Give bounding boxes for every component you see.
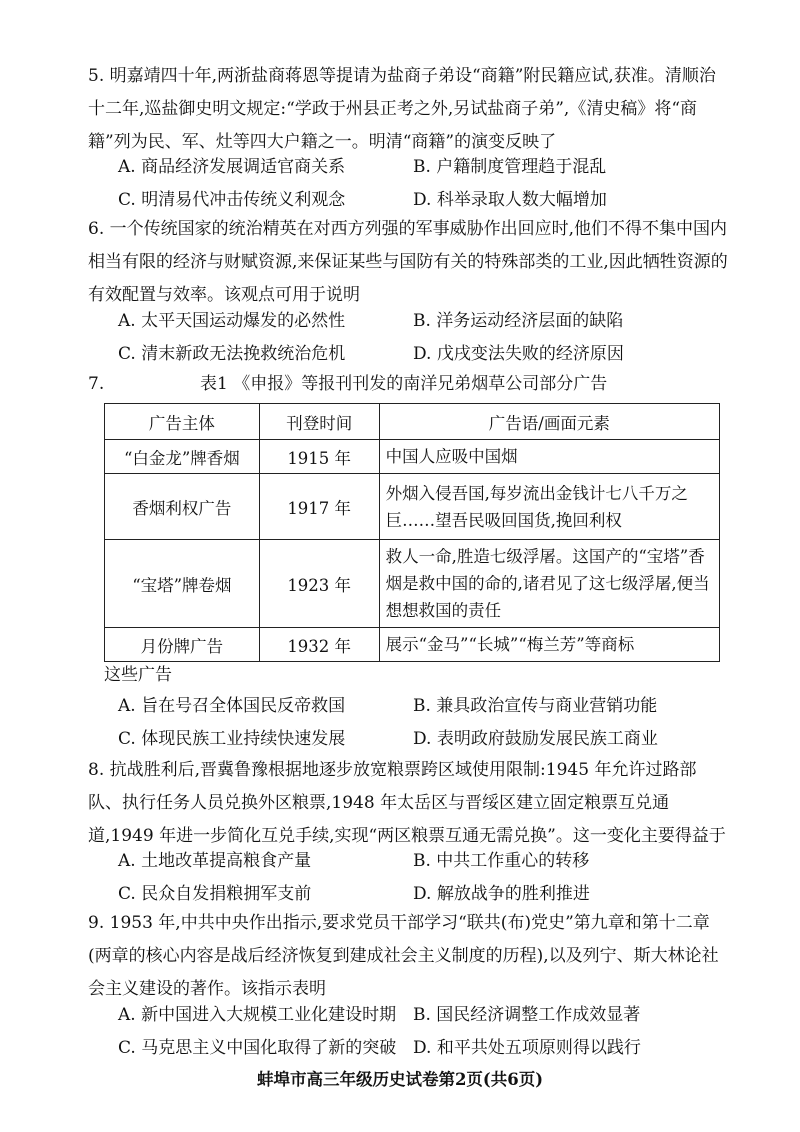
question-stem: 明嘉靖四十年,两浙盐商蒋恩等提请为盐商子弟设“商籍”附民籍应试,获准。清顺治十二年,巡盐御史明文规定:“学政于州县正考之外,另试盐商子弟”,《清史稿》将“商籍”列为民、军、灶等四大户籍之一。明清“商籍”的演变反映了 xyxy=(88,66,716,152)
question-7-tail: 这些广告 xyxy=(104,665,172,685)
table-row xyxy=(105,440,720,474)
question-number: 8. xyxy=(88,760,105,780)
question-8-options xyxy=(118,845,738,911)
option-a: A. 旨在号召全体国民反帝救国 xyxy=(118,696,346,716)
page-footer: 蚌埠市高三年级历史试卷第2页(共6页) xyxy=(256,1070,544,1089)
question-number: 6. xyxy=(88,219,105,239)
option-b: B. 户籍制度管理趋于混乱 xyxy=(413,157,607,177)
cell-time: 1915 年 xyxy=(259,440,379,474)
option-c: C. 清末新政无法挽救统治危机 xyxy=(118,344,346,364)
question-stem: 一个传统国家的统治精英在对西方列强的军事威胁作出回应时,他们不得不集中国内相当有限的经济与财赋资源,来保证某些与国防有关的特殊部类的工业,因此牺牲资源的有效配置与效率。该观点可用于说明 xyxy=(88,219,728,305)
question-6 xyxy=(88,213,728,312)
option-a: A. 新中国进入大规模工业化建设时期 xyxy=(118,1005,397,1025)
cell-text: 外烟入侵吾国,每岁流出金钱计七八千万之巨……望吾民吸回国货,挽回利权 xyxy=(379,474,719,540)
option-c: C. 体现民族工业持续快速发展 xyxy=(118,729,346,749)
cell-time: 1917 年 xyxy=(259,474,379,540)
option-c: C. 民众自发捐粮拥军支前 xyxy=(118,884,312,904)
advertisement-table xyxy=(104,403,720,662)
table-row xyxy=(105,474,720,540)
table-row xyxy=(105,540,720,628)
option-c: C. 明清易代冲击传统义利观念 xyxy=(118,190,346,210)
cell-time: 1932 年 xyxy=(259,628,379,662)
table-header-row xyxy=(105,404,720,440)
cell-subject: 月份牌广告 xyxy=(105,628,260,662)
option-d: D. 戊戌变法失败的经济原因 xyxy=(413,344,624,364)
question-7-options xyxy=(118,690,738,756)
question-number: 9. xyxy=(88,913,105,933)
question-6-options xyxy=(118,305,738,371)
question-number: 7. xyxy=(88,374,105,394)
question-stem: 抗战胜利后,晋冀鲁豫根据地逐步放宽粮票跨区域使用限制:1945 年允许过路部队、执行任务人员兑换外区粮票,1948 年太岳区与晋绥区建立固定粮票互兑通道,1949 年进一步简化互兑手续,实现“两区粮票互通无需兑换”。这一变化主要得益于 xyxy=(88,760,726,846)
option-b: B. 国民经济调整工作成效显著 xyxy=(413,1005,641,1025)
question-9-options xyxy=(118,999,738,1065)
question-number: 5. xyxy=(88,66,105,86)
option-b: B. 中共工作重心的转移 xyxy=(413,851,590,871)
question-stem: 1953 年,中共中央作出指示,要求党员干部学习“联共(布)党史”第九章和第十二章(两章的核心内容是战后经济恢复到建成社会主义制度的历程),以及列宁、斯大林论社会主义建设的著作。该指示表明 xyxy=(88,913,719,999)
option-a: A. 土地改革提高粮食产量 xyxy=(118,851,312,871)
header-text: 广告语/画面元素 xyxy=(379,404,719,440)
cell-subject: “宝塔”牌卷烟 xyxy=(105,540,260,628)
question-8 xyxy=(88,754,728,853)
cell-subject: 香烟利权广告 xyxy=(105,474,260,540)
header-time: 刊登时间 xyxy=(259,404,379,440)
option-d: D. 和平共处五项原则得以践行 xyxy=(413,1038,641,1058)
option-d: D. 表明政府鼓励发展民族工商业 xyxy=(413,729,658,749)
cell-subject: “白金龙”牌香烟 xyxy=(105,440,260,474)
option-a: A. 太平天国运动爆发的必然性 xyxy=(118,311,346,331)
question-5-options xyxy=(118,151,738,217)
table-caption: 表1 《申报》等报刊刊发的南洋兄弟烟草公司部分广告 xyxy=(200,374,608,394)
question-5 xyxy=(88,60,728,159)
cell-text: 展示“金马”“长城”“梅兰芳”等商标 xyxy=(379,628,719,662)
question-9 xyxy=(88,907,728,1006)
option-d: D. 科举录取人数大幅增加 xyxy=(413,190,607,210)
option-a: A. 商品经济发展调适官商关系 xyxy=(118,157,346,177)
option-d: D. 解放战争的胜利推进 xyxy=(413,884,590,904)
option-b: B. 洋务运动经济层面的缺陷 xyxy=(413,311,624,331)
header-subject: 广告主体 xyxy=(105,404,260,440)
cell-text: 中国人应吸中国烟 xyxy=(379,440,719,474)
table-row xyxy=(105,628,720,662)
option-b: B. 兼具政治宣传与商业营销功能 xyxy=(413,696,658,716)
cell-time: 1923 年 xyxy=(259,540,379,628)
option-c: C. 马克思主义中国化取得了新的突破 xyxy=(118,1038,397,1058)
cell-text: 救人一命,胜造七级浮屠。这国产的“宝塔”香烟是救中国的命的,诸君见了这七级浮屠,便当想想救国的责任 xyxy=(379,540,719,628)
